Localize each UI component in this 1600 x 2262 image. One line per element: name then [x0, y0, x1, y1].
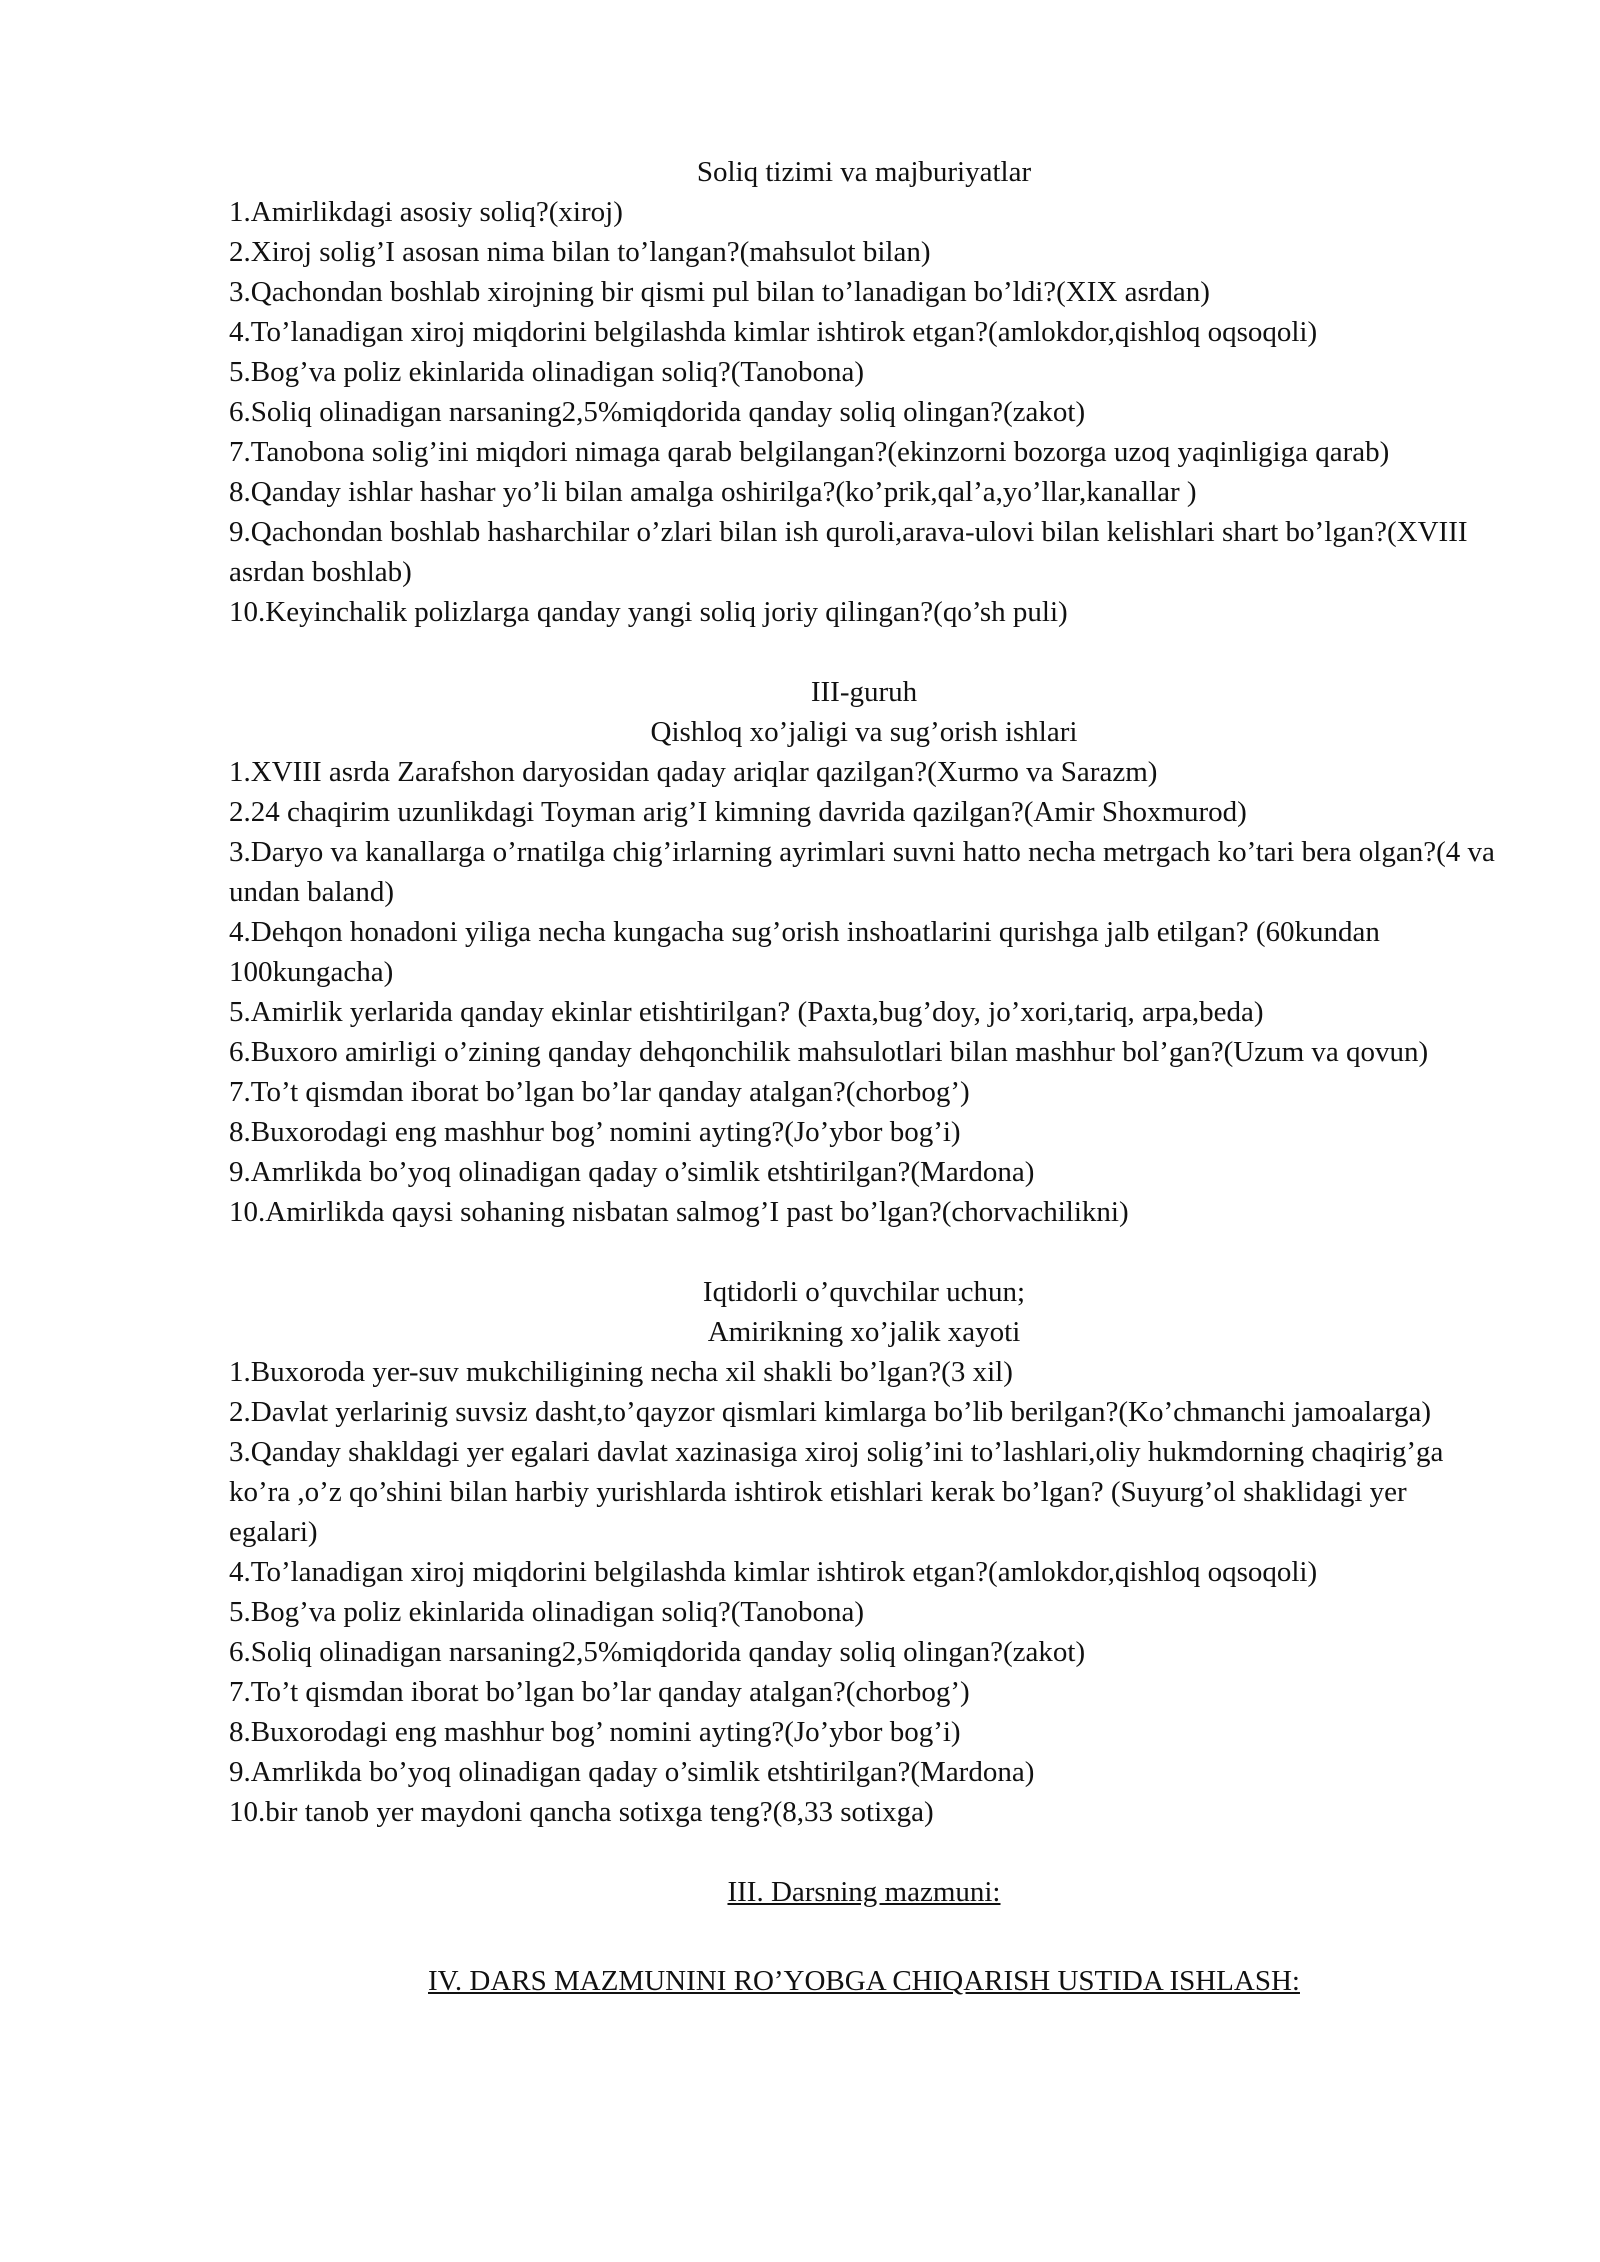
list-item: 4.To’lanadigan xiroj miqdorini belgilashda kimlar ishtirok etgan?(amlokdor,qishloq oqsoqoli)	[229, 1556, 1318, 1588]
list-item: 7.Tanobona solig’ini miqdori nimaga qarab belgilangan?(ekinzorni bozorga uzoq yaqinligiga qarab)	[229, 436, 1390, 468]
group-label: Iqtidorli o’quvchilar uchun;	[702, 1276, 1026, 1308]
section-title: Soliq tizimi va majburiyatlar	[696, 156, 1032, 188]
list-item: 1.Buxoroda yer-suv mukchiligining necha xil shakli bo’lgan?(3 xil)	[229, 1356, 1013, 1388]
spacer	[229, 1912, 1499, 1952]
list-item: 4.To’lanadigan xiroj miqdorini belgilashda kimlar ishtirok etgan?(amlokdor,qishloq oqsoqoli)	[229, 316, 1318, 348]
list-item: 9.Amrlikda bo’yoq olinadigan qaday o’simlik etshtirilgan?(Mardona)	[229, 1756, 1035, 1788]
list-item: 8.Qanday ishlar hashar yo’li bilan amalga oshirilga?(ko’prik,qal’a,yo’llar,kanallar )	[229, 476, 1197, 508]
list-item: 8.Buxorodagi eng mashhur bog’ nomini ayting?(Jo’ybor bog’i)	[229, 1716, 961, 1748]
list-item: 8.Buxorodagi eng mashhur bog’ nomini ayting?(Jo’ybor bog’i)	[229, 1116, 961, 1148]
document-body	[229, 152, 1499, 2001]
list-item: 5.Amirlik yerlarida qanday ekinlar etishtirilgan? (Paxta,bug’doy, jo’xori,tariq, arpa,beda)	[229, 996, 1264, 1028]
lesson-practice-heading: IV. DARS MAZMUNINI RO’YOBGA CHIQARISH USTIDA ISHLASH:	[428, 1965, 1300, 1997]
list-item: 1.Amirlikdagi asosiy soliq?(xiroj)	[229, 196, 623, 228]
spacer	[229, 1232, 1499, 1272]
list-item: 7.To’t qismdan iborat bo’lgan bo’lar qanday atalgan?(chorbog’)	[229, 1676, 970, 1708]
section-title: Qishloq xo’jaligi va sug’orish ishlari	[650, 716, 1078, 748]
list-item: 6.Soliq olinadigan narsaning2,5%miqdorida qanday soliq olingan?(zakot)	[229, 1636, 1086, 1668]
list-item: 5.Bog’va poliz ekinlarida olinadigan soliq?(Tanobona)	[229, 1596, 864, 1628]
spacer	[229, 632, 1499, 672]
spacer	[229, 1952, 1499, 1961]
list-item: 5.Bog’va poliz ekinlarida olinadigan soliq?(Tanobona)	[229, 356, 864, 388]
list-item: 2.Xiroj solig’I asosan nima bilan to’langan?(mahsulot bilan)	[229, 236, 931, 268]
list-item: 4.Dehqon honadoni yiliga necha kungacha sug’orish inshoatlarini qurishga jalb etilgan? (60kundan 100kungacha)	[229, 916, 1380, 988]
section-title: Amirikning xo’jalik xayoti	[707, 1316, 1021, 1348]
list-item: 10.Keyinchalik polizlarga qanday yangi soliq joriy qilingan?(qo’sh puli)	[229, 596, 1068, 628]
list-item: 2.Davlat yerlarinig suvsiz dasht,to’qayzor qismlari kimlarga bo’lib berilgan?(Ko’chmanchi jamoalarga)	[229, 1396, 1432, 1428]
list-item: 1.XVIII asrda Zarafshon daryosidan qaday ariqlar qazilgan?(Xurmo va Sarazm)	[229, 756, 1158, 788]
list-item: 6.Buxoro amirligi o’zining qanday dehqonchilik mahsulotlari bilan mashhur bol’gan?(Uzum va qovun)	[229, 1036, 1429, 1068]
spacer	[229, 1832, 1499, 1872]
list-item: 2.24 chaqirim uzunlikdagi Toyman arig’I kimning davrida qazilgan?(Amir Shoxmurod)	[229, 796, 1247, 828]
group-label: III-guruh	[810, 676, 918, 708]
list-item: 10.Amirlikda qaysi sohaning nisbatan salmog’I past bo’lgan?(chorvachilikni)	[229, 1196, 1129, 1228]
list-item: 3.Qanday shakldagi yer egalari davlat xazinasiga xiroj solig’ini to’lashlari,oliy hukmdorning chaqirig’ga ko’ra ,o’z qo’shini bilan harbiy yurishlarda ishtirok etishlari kerak bo’lgan? (Suyurg’ol shaklidagi yer egalari)	[229, 1436, 1444, 1548]
list-item: 10.bir tanob yer maydoni qancha sotixga teng?(8,33 sotixga)	[229, 1796, 934, 1828]
list-item: 3.Daryo va kanallarga o’rnatilga chig’irlarning ayrimlari suvni hatto necha metrgach ko’tari bera olgan?(4 va undan baland)	[229, 836, 1495, 908]
list-item: 9.Qachondan boshlab hasharchilar o’zlari bilan ish quroli,arava-ulovi bilan kelishlari shart bo’lgan?(XVIII asrdan boshlab)	[229, 516, 1468, 588]
lesson-content-heading: III. Darsning mazmuni:	[727, 1876, 1001, 1908]
list-item: 9.Amrlikda bo’yoq olinadigan qaday o’simlik etshtirilgan?(Mardona)	[229, 1156, 1035, 1188]
list-item: 3.Qachondan boshlab xirojning bir qismi pul bilan to’lanadigan bo’ldi?(XIX asrdan)	[229, 276, 1210, 308]
list-item: 6.Soliq olinadigan narsaning2,5%miqdorida qanday soliq olingan?(zakot)	[229, 396, 1086, 428]
list-item: 7.To’t qismdan iborat bo’lgan bo’lar qanday atalgan?(chorbog’)	[229, 1076, 970, 1108]
